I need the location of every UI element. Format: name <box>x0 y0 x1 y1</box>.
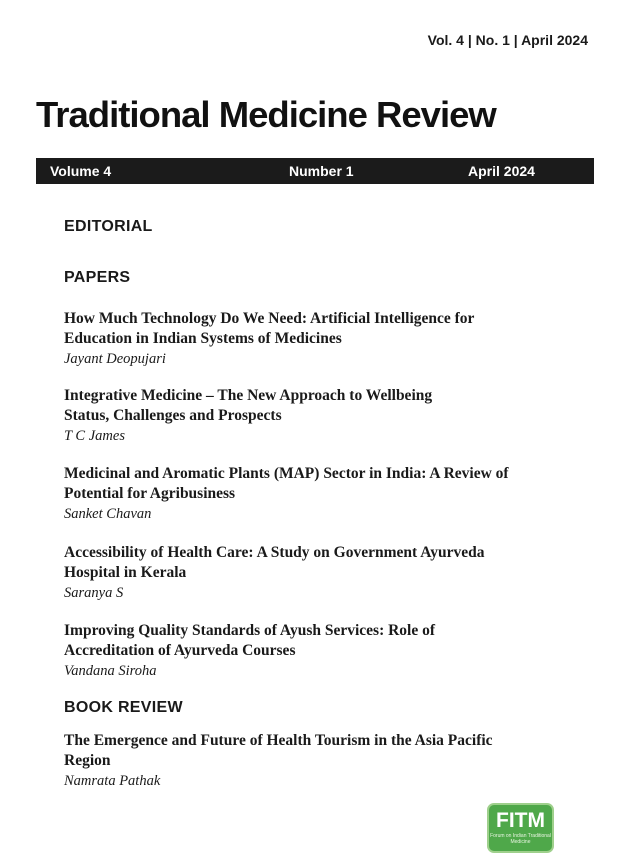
paper-entry <box>64 464 584 524</box>
book-review-title-line: Region <box>64 752 111 769</box>
paper-entry <box>64 621 584 681</box>
journal-title: Traditional Medicine Review <box>36 94 496 135</box>
paper-author: Saranya S <box>64 585 124 601</box>
section-book-review: BOOK REVIEW <box>64 699 183 716</box>
paper-entry <box>64 386 584 446</box>
paper-title-line: Hospital in Kerala <box>64 564 187 581</box>
logo-text: FITM <box>496 809 545 832</box>
book-review-author: Namrata Pathak <box>64 773 161 789</box>
logo-subtext: Forum on Indian Traditional Medicine <box>490 833 551 845</box>
issue-bar <box>36 158 594 184</box>
volume-label: Volume 4 <box>50 163 112 179</box>
paper-title-line: Integrative Medicine – The New Approach to Wellbeing <box>64 387 433 404</box>
book-review-title-line: The Emergence and Future of Health Tourism in the Asia Pacific <box>64 732 493 749</box>
paper-author: T C James <box>64 428 125 444</box>
paper-title-line: Improving Quality Standards of Ayush Services: Role of <box>64 622 436 639</box>
section-papers: PAPERS <box>64 269 131 286</box>
paper-author: Sanket Chavan <box>64 506 152 522</box>
paper-title-line: Status, Challenges and Prospects <box>64 407 282 424</box>
paper-entry <box>64 309 584 369</box>
issue-line: Vol. 4 | No. 1 | April 2024 <box>427 32 588 48</box>
paper-title-line: Medicinal and Aromatic Plants (MAP) Sector in India: A Review of <box>64 465 509 482</box>
date-label: April 2024 <box>468 163 535 179</box>
paper-author: Jayant Deopujari <box>64 351 166 367</box>
paper-entry <box>64 543 584 603</box>
paper-author: Vandana Siroha <box>64 663 157 679</box>
fitm-logo <box>487 803 554 853</box>
paper-title-line: Education in Indian Systems of Medicines <box>64 330 342 347</box>
paper-title-line: Accessibility of Health Care: A Study on Government Ayurveda <box>64 544 485 561</box>
paper-title-line: Potential for Agribusiness <box>64 485 236 502</box>
section-editorial: EDITORIAL <box>64 218 153 235</box>
number-label: Number 1 <box>289 163 354 179</box>
paper-title-line: How Much Technology Do We Need: Artificial Intelligence for <box>64 310 475 327</box>
book-review-entry <box>64 731 584 791</box>
paper-title-line: Accreditation of Ayurveda Courses <box>64 642 296 659</box>
